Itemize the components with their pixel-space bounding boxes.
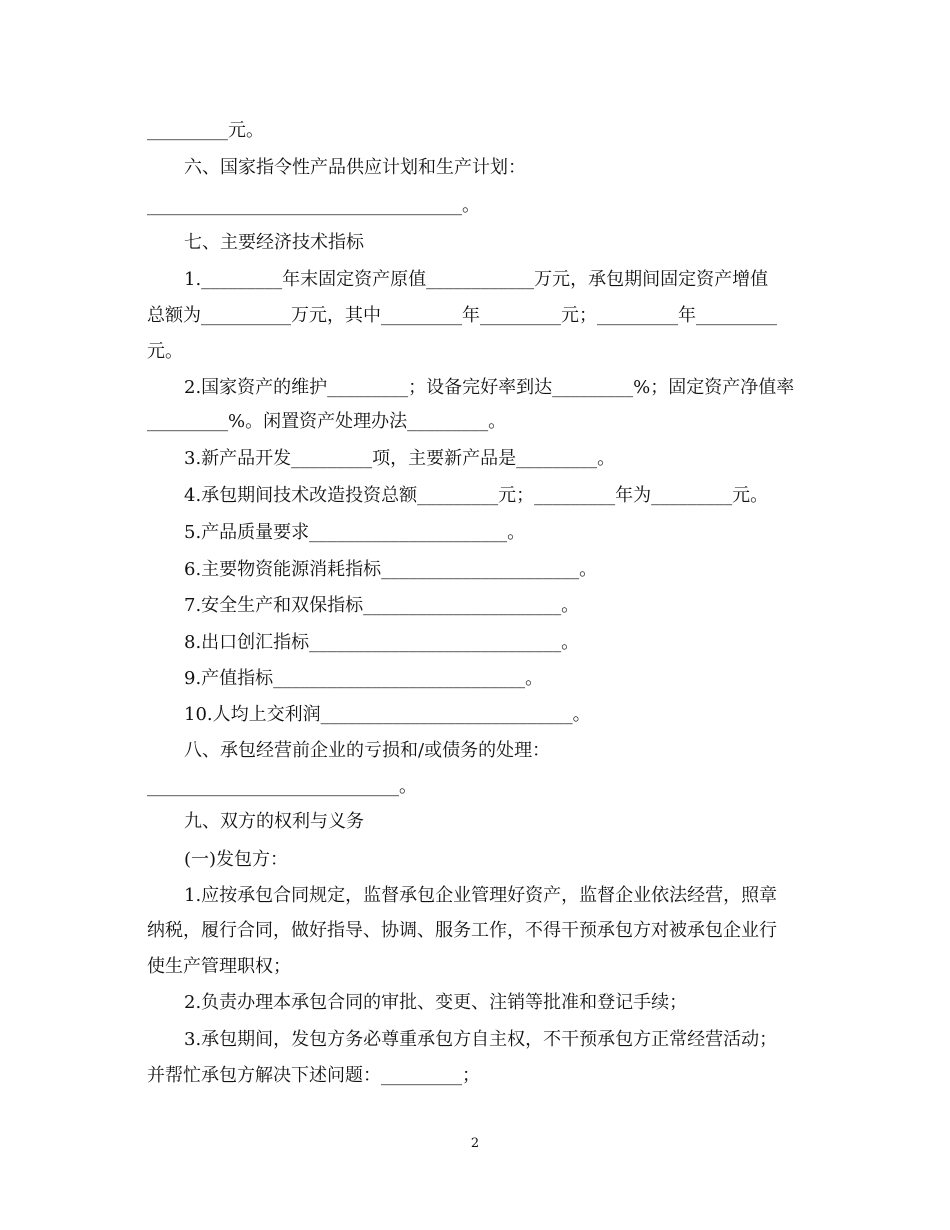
text-line: 并帮忙承包方解决下述问题：_________； bbox=[147, 1065, 480, 1086]
text-line: ___________________________________。 bbox=[147, 195, 480, 216]
text-line: 2.负责办理本承包合同的审批、变更、注销等批准和登记手续； bbox=[184, 992, 688, 1013]
section-heading: 九、双方的权利与义务 bbox=[184, 811, 364, 832]
text-line: 8.出口创汇指标____________________________。 bbox=[184, 632, 580, 653]
text-line: ____________________________。 bbox=[147, 776, 417, 797]
text-line: 10.人均上交利润____________________________。 bbox=[184, 704, 591, 725]
text-line: _________%。闲置资产处理办法_________。 bbox=[147, 411, 507, 432]
text-line: 9.产值指标____________________________。 bbox=[184, 668, 544, 689]
text-line: _________元。 bbox=[147, 120, 264, 141]
text-line: 总额为__________万元，其中_________年_________元；_________年_________ bbox=[147, 305, 777, 326]
text-line: 1._________年末固定资产原值____________万元，承包期间固定资产增值 bbox=[184, 269, 769, 290]
text-line: 4.承包期间技术改造投资总额_________元；_________年为_________元。 bbox=[184, 485, 769, 506]
section-heading: 八、承包经营前企业的亏损和/或债务的处理： bbox=[184, 740, 551, 761]
page-number: 2 bbox=[470, 1136, 480, 1151]
text-line: 六、国家指令性产品供应计划和生产计划： bbox=[184, 157, 526, 178]
text-line: 7.安全生产和双保指标______________________。 bbox=[184, 595, 580, 616]
text-line: 纳税，履行合同，做好指导、协调、服务工作，不得干预承包方对被承包企业行 bbox=[147, 920, 777, 941]
section-heading: 七、主要经济技术指标 bbox=[184, 232, 364, 253]
text-line: 5.产品质量要求______________________。 bbox=[184, 522, 526, 543]
text-line: 3.新产品开发_________项，主要新产品是_________。 bbox=[184, 448, 616, 469]
text-line: 2.国家资产的维护_________；设备完好率到达_________%；固定资产净值率 bbox=[184, 377, 795, 398]
subsection-heading: (一)发包方： bbox=[184, 849, 289, 870]
text-line: 元。 bbox=[147, 341, 183, 362]
text-line: 使生产管理职权； bbox=[147, 956, 291, 977]
text-line: 6.主要物资能源消耗指标______________________。 bbox=[184, 559, 598, 580]
text-line: 3.承包期间，发包方务必尊重承包方自主权，不干预承包方正常经营活动； bbox=[184, 1029, 778, 1050]
text-line: 1.应按承包合同规定，监督承包企业管理好资产，监督企业依法经营，照章 bbox=[184, 885, 778, 906]
